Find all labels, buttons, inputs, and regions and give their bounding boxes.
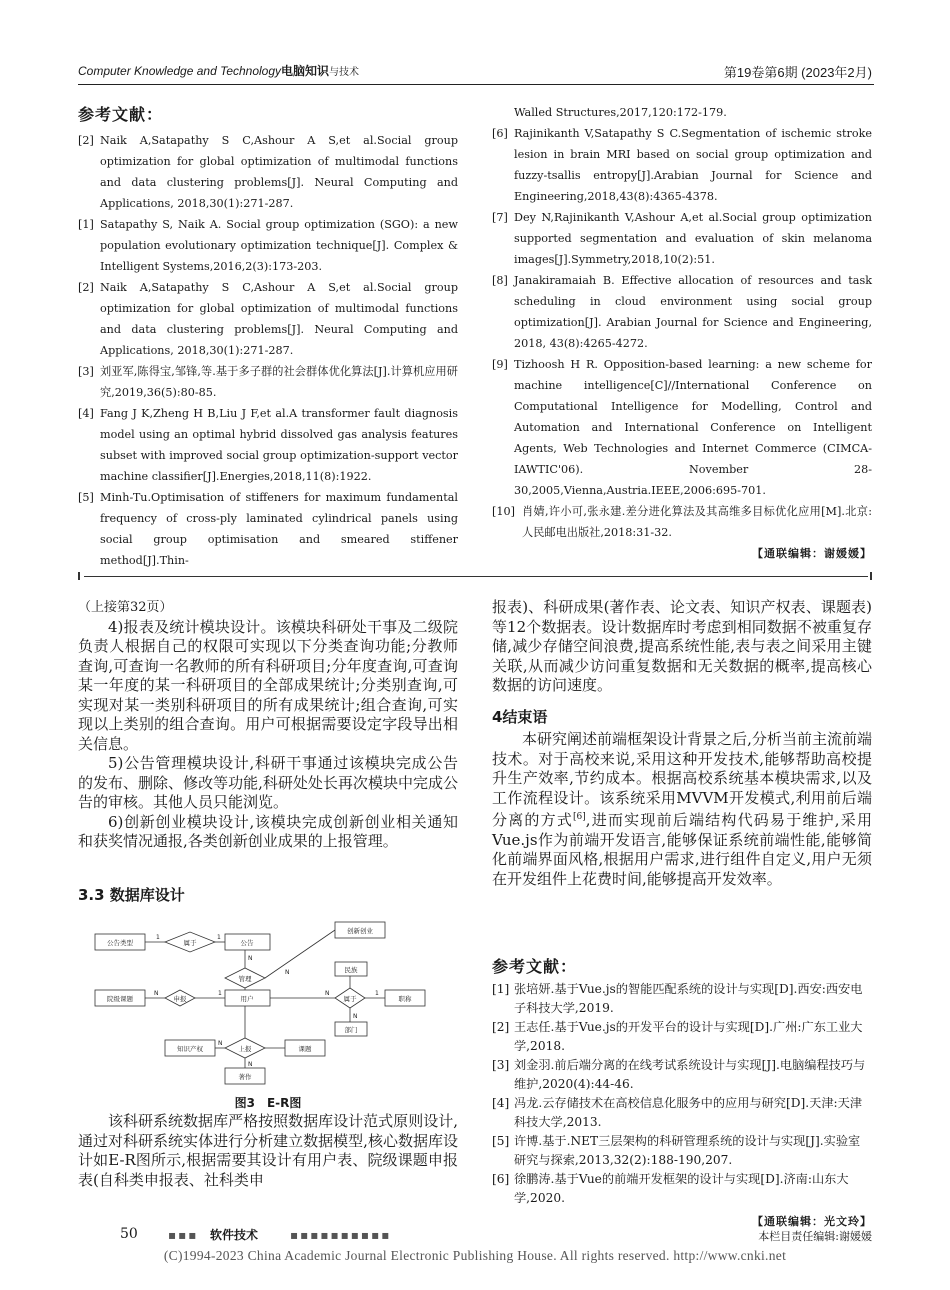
er-cardinality: 1: [375, 990, 379, 997]
paragraph: 该科研系统数据库严格按照数据库设计范式原则设计,通过对科研系统实体进行分析建立数据模型,核心数据库设计如E-R图所示,根据需要其设计有用户表、院级课题申报表(自科类申报表、社科类申: [78, 1112, 458, 1189]
liaison-editor: 【通联编辑：光文玲】: [752, 1215, 872, 1228]
er-cardinality: 1: [217, 934, 221, 941]
reference-item: [1] 张培妍.基于Vue.js的智能匹配系统的设计与实现[D].西安:西安电子科技大学,2019.: [492, 982, 863, 1015]
references-heading: 参考文献：: [492, 957, 578, 976]
column-editor: 本栏目责任编辑:谢媛媛: [758, 1230, 872, 1243]
reference-item: [2] Naik A,Satapathy S C,Ashour A S,et al.Social group optimization for global optimization of multimodal functions and data clustering problems[J]. Neural Computing and Applications, 2018,30(1):271-287.: [78, 134, 458, 210]
footer-section: 软件技术: [210, 1228, 259, 1242]
er-relationship-label: 属于: [183, 939, 197, 947]
paragraph: 6)创新创业模块设计,该模块完成创新创业相关通知和获奖情况通报,各类创新创业成果的上报管理。: [78, 812, 458, 850]
separator-mark: [78, 572, 80, 580]
separator-mark: [870, 572, 872, 580]
er-cardinality: N: [285, 969, 290, 976]
journal-title: Computer Knowledge and Technology电脑知识与技术: [78, 64, 360, 78]
reference-item: [4] Fang J K,Zheng H B,Liu J F,et al.A transformer fault diagnosis model using an optimal hybrid dissolved gas analysis features subset with improved social group optimization-support vector machine classifier[J].Energies,2018,11(8):1922.: [78, 407, 458, 483]
er-entity-label: 用户: [240, 995, 254, 1003]
er-entity-label: 公告类型: [107, 939, 133, 947]
er-entity-label: 公告: [240, 939, 254, 947]
reference-item: [2] Naik A,Satapathy S C,Ashour A S,et al.Social group optimization for global optimization of multimodal functions and data clustering problems[J]. Neural Computing and Applications, 2018,30(1):271-287.: [78, 281, 458, 357]
left-body-after-figure: [78, 1112, 458, 1190]
conclusion-body: [492, 730, 872, 889]
reference-item: [5] 许博.基于.NET三层架构的科研管理系统的设计与实现[J].实验室研究与探索,2013,32(2):188-190,207.: [492, 1134, 861, 1167]
references-right-column: [492, 102, 872, 564]
footer-dots: ▪▪▪▪▪▪▪▪▪▪: [290, 1228, 392, 1242]
reference-item: [5] Minh-Tu.Optimisation of stiffeners for maximum fundamental frequency of cross-ply laminated cylindrical panels using social group optimisation and smeared stiffener method[J].Thin-: [78, 491, 458, 567]
section-heading: 3.3 数据库设计: [78, 886, 185, 904]
er-entity-label: 职称: [398, 995, 412, 1003]
copyright-notice: (C)1994-2023 China Academic Journal Electronic Publishing House. All rights reserved. http://www.cnki.net: [163, 1248, 787, 1263]
section-heading: 4结束语: [492, 708, 548, 726]
er-cardinality: 1: [156, 934, 160, 941]
reference-item: [3] 刘亚军,陈得宝,邹锋,等.基于多子群的社会群体优化算法[J].计算机应用研究,2019,36(5):80-85.: [78, 365, 458, 399]
er-relationship-label: 申报: [173, 995, 187, 1003]
paragraph: 4)报表及统计模块设计。该模块科研处干事及二级院负责人根据自己的权限可实现以下分类查询功能;分教师查询,可查询一名教师的所有科研项目;分年度查询,可查询某一年度的某一科研项目的全部成果统计;分类别查询,可实现对某一类别科研项目的所有成果统计;组合查询,可实现以上类别的组合查询。用户可根据需要设定字段导出相关信息。: [78, 617, 458, 753]
er-cardinality: N: [154, 990, 159, 997]
er-cardinality: N: [248, 1061, 253, 1068]
er-relationship-label: 属于: [343, 995, 357, 1003]
er-entity-label: 创新创业: [347, 927, 373, 935]
er-cardinality: N: [218, 1040, 223, 1047]
references-heading: 参考文献：: [78, 105, 164, 124]
er-diagram: [90, 910, 450, 1090]
paragraph: 报表)、科研成果(著作表、论文表、知识产权表、课题表)等12个数据表。设计数据库时考虑到相同数据不被重复存储,减少存储空间浪费,提高系统性能,表与表之间采用主键关联,从而减少访问重复数据和无关数据的概率,提高核心数据的访问速度。: [492, 598, 872, 694]
reference-item: [2] 王志任.基于Vue.js的开发平台的设计与实现[D].广州:广东工业大学,2018.: [492, 1020, 863, 1053]
er-entity-label: 民族: [344, 966, 358, 974]
reference-item: [8] Janakiramaiah B. Effective allocation of resources and task scheduling in cloud environment using social group optimization[J]. Arabian Journal for Science and Engineering, 2018, 43(8):4265-4272.: [492, 274, 872, 350]
er-relationship-label: 管理: [238, 975, 252, 983]
reference-item: [4] 冯龙.云存储技术在高校信息化服务中的应用与研究[D].天津:天津科技大学,2013.: [492, 1096, 863, 1129]
references-list: [492, 980, 872, 1231]
liaison-editor: 【通联编辑：谢媛媛】: [752, 547, 872, 560]
footer-dots: ▪▪▪: [168, 1228, 199, 1242]
er-cardinality: N: [325, 990, 330, 997]
er-entity-label: 知识产权: [177, 1045, 203, 1053]
continued-note: （上接第32页）: [78, 600, 173, 615]
er-cardinality: 1: [218, 990, 222, 997]
reference-item: [9] Tizhoosh H R. Opposition-based learning: a new scheme for machine intelligence[C]//International Conference on Computational Intelligence for Modelling, Control and Automation and International Conference on Intelligent Agents, Web Technologies and Internet Commerce (CIMCA-IAWTIC'06). November 28-30,2005,Vienna,Austria.IEEE,2006:695-701.: [492, 358, 872, 497]
er-entity-label: 课题: [298, 1045, 312, 1053]
reference-continuation: Walled Structures,2017,120:172-179.: [514, 106, 727, 119]
separator-line: [84, 576, 868, 577]
reference-item: [10] 肖婧,许小可,张永建.差分进化算法及其高维多目标优化应用[M].北京:人民邮电出版社,2018:31-32.: [492, 505, 872, 539]
er-entity-label: 院级课题: [107, 995, 133, 1003]
er-entity-label: 部门: [344, 1026, 358, 1034]
reference-item: [3] 刘金羽.前后端分离的在线考试系统设计与实现[J].电脑编程技巧与维护,2020(4):44-46.: [492, 1058, 866, 1091]
issue-info: 第19卷第6期 (2023年2月): [723, 65, 872, 80]
er-cardinality: N: [248, 955, 253, 962]
references-left-column: [78, 130, 458, 571]
reference-item: [7] Dey N,Rajinikanth V,Ashour A,et al.Social group optimization supported segmentation and evaluation of skin melanoma images[J].Symmetry,2018,10(2):51.: [492, 211, 872, 266]
reference-item: [6] Rajinikanth V,Satapathy S C.Segmentation of ischemic stroke lesion in brain MRI based on social group optimization and fuzzy-tsallis entropy[J].Arabian Journal for Science and Engineering,2018,43(8):4365-4378.: [492, 127, 872, 203]
reference-item: [6] 徐鹏涛.基于Vue的前端开发框架的设计与实现[D].济南:山东大学,2020.: [492, 1172, 849, 1205]
header-rule: [78, 84, 874, 85]
er-entity-label: 著作: [238, 1073, 252, 1081]
page-number: 50: [120, 1226, 138, 1242]
reference-item: [1] Satapathy S, Naik A. Social group optimization (SGO): a new population evolutionary optimization technique[J]. Complex & Intelligent Systems,2016,2(3):173-203.: [78, 218, 458, 273]
paragraph: 本研究阐述前端框架设计背景之后,分析当前主流前端技术。对于高校来说,采用这种开发技术,能够帮助高校提升生产效率,节约成本。根据高校系统基本模块需求,以及工作流程设计。该系统采用MVVM开发模式,利用前后端分离的方式[6],进而实现前后端结构代码易于维护,采用Vue.js作为前端开发语言,能够保证系统前端性能,能够简化前端界面风格,根据用户需求,进行组件自定义,用户无须在开发组件上花费时间,能够提高开发效率。: [492, 730, 872, 888]
er-cardinality: N: [353, 1013, 358, 1020]
er-relationship-label: 上报: [238, 1045, 252, 1053]
left-body: [78, 598, 458, 852]
paragraph: 5)公告管理模块设计,科研干事通过该模块完成公告的发布、删除、修改等功能,科研处处长再次模块中完成公告的审核。其他人员只能浏览。: [78, 754, 458, 811]
right-body: [492, 598, 872, 696]
figure-caption: 图3 E-R图: [234, 1096, 302, 1110]
